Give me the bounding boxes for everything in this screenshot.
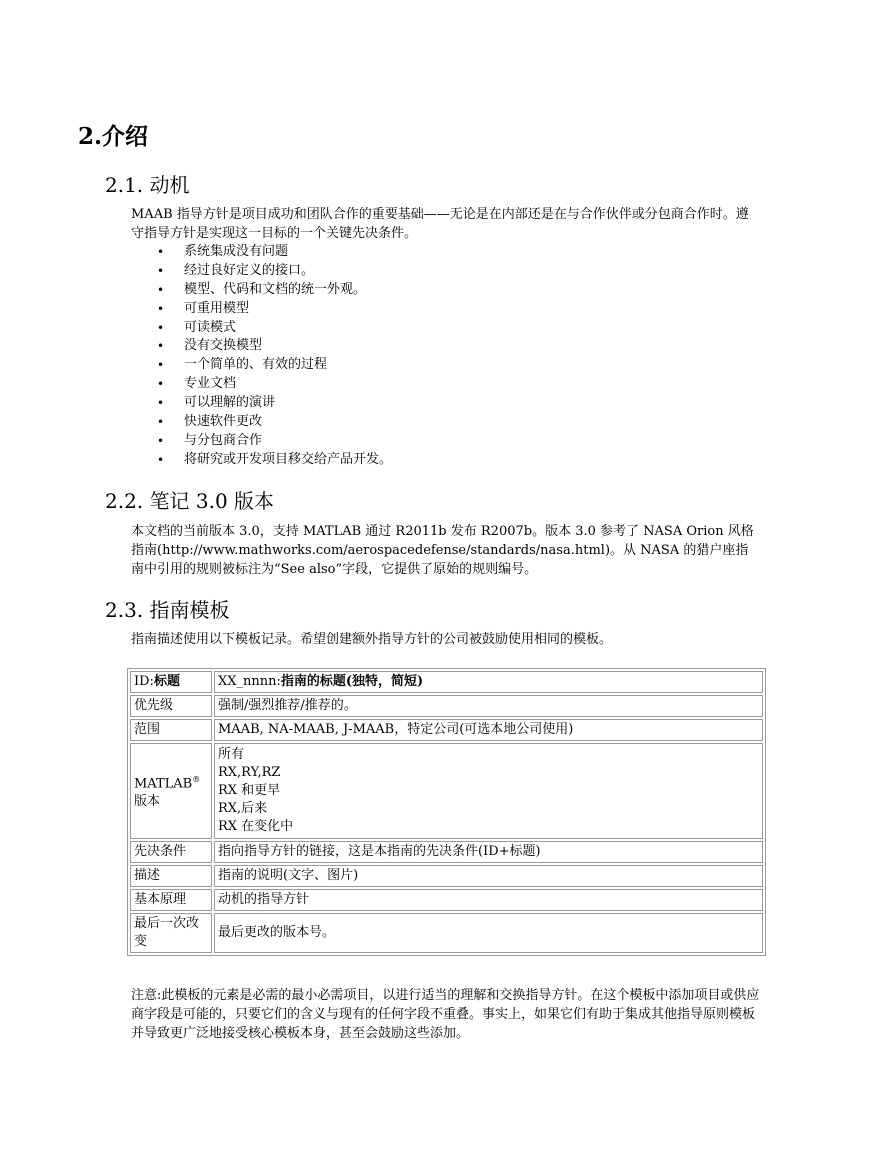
table-cell-label: 优先级 [130,695,212,717]
list-item: • 模型、代码和文档的统一外观。 [131,281,392,300]
table-row [130,743,763,839]
version-option: RX,后来 [218,801,268,816]
table-cell-label: 最后一次改变 [130,913,212,953]
list-item: • 可重用模型 [131,300,392,319]
table-row [130,671,763,693]
table-cell-label: 先决条件 [130,841,212,863]
heading-motivation: 2.1. 动机 [105,173,190,197]
label-main: MATLAB [134,776,193,792]
list-item: • 系统集成没有问题 [131,243,392,262]
template-intro: 指南描述使用以下模板记录。希望创建额外指导方针的公司被鼓励使用相同的模板。 [131,632,613,647]
table-cell-value: 指南的说明(文字、图片) [214,865,763,887]
label-prefix: ID: [134,674,154,689]
table-cell-value [214,743,763,839]
value-prefix: XX_nnnn: [218,674,281,689]
list-item: • 可读模式 [131,319,392,338]
table-row [130,841,763,863]
list-item: • 快速软件更改 [131,413,392,432]
guideline-template-table [127,668,766,956]
table-cell-value: 最后更改的版本号。 [214,913,763,953]
table-cell-value: 强制/强烈推荐/推荐的。 [214,695,763,717]
list-item: • 经过良好定义的接口。 [131,262,392,281]
table-cell-label: 描述 [130,865,212,887]
version-option: 所有 [218,747,245,762]
table-row [130,719,763,741]
registered-mark: ® [192,774,201,784]
motivation-intro: MAAB 指导方针是项目成功和团队合作的重要基础——无论是在内部还是在与合作伙伴或分包商合作时。遵守指导方针是实现这一目标的一个关键先决条件。 [131,207,749,241]
table-row [130,865,763,887]
label-sub: 版本 [134,794,161,810]
value-bold: 指南的标题(独特，简短) [280,674,424,689]
template-note: 注意:此模板的元素是必需的最小必需项目，以进行适当的理解和交换指导方针。在这个模板中添加项目或供应商字段是可能的，只要它们的含义与现有的任何字段不重叠。事实上，如果它们有助于集成其他指导原则模板并导致更广泛地接受核心模板本身，甚至会鼓励这些添加。 [131,988,760,1041]
table-row [130,695,763,717]
table-cell-label [130,671,212,693]
table-row [130,913,763,953]
heading-guideline-template: 2.3. 指南模板 [105,598,230,622]
table-row [130,889,763,911]
list-item: • 可以理解的演讲 [131,394,392,413]
version-option: RX 和更早 [218,783,281,798]
list-item: • 没有交换模型 [131,337,392,356]
section-title: 2.介绍 [78,123,149,150]
version-option: RX 在变化中 [218,819,294,834]
list-item: • 与分包商合作 [131,432,392,451]
version-option: RX,RY,RZ [218,765,281,780]
motivation-list [131,243,392,470]
label-bold: 标题 [153,674,180,689]
table-cell-value: 动机的指导方针 [214,889,763,911]
version-notes-text: 本文档的当前版本 3.0，支持 MATLAB 通过 R2011b 发布 R2007b。版本 3.0 参考了 NASA Orion 风格指南(http://www.mathworks.com/aerospacedefense/standards/nasa.html)。从 NASA 的猎户座指南中引用的规则被标注为“See also”字段，它提供了原始的规则编号。 [131,524,754,577]
table-cell-value: 指向指导方针的链接，这是本指南的先决条件(ID+标题) [214,841,763,863]
table-cell-label: 范围 [130,719,212,741]
table-cell-label: 基本原理 [130,889,212,911]
list-item: • 专业文档 [131,375,392,394]
table-cell-value [214,671,763,693]
table-cell-value: MAAB, NA-MAAB, J-MAAB，特定公司(可选本地公司使用) [214,719,763,741]
heading-version-notes: 2.2. 笔记 3.0 版本 [105,489,275,513]
table-cell-label [130,743,212,839]
list-item: • 将研究或开发项目移交给产品开发。 [131,451,392,470]
list-item: • 一个简单的、有效的过程 [131,356,392,375]
